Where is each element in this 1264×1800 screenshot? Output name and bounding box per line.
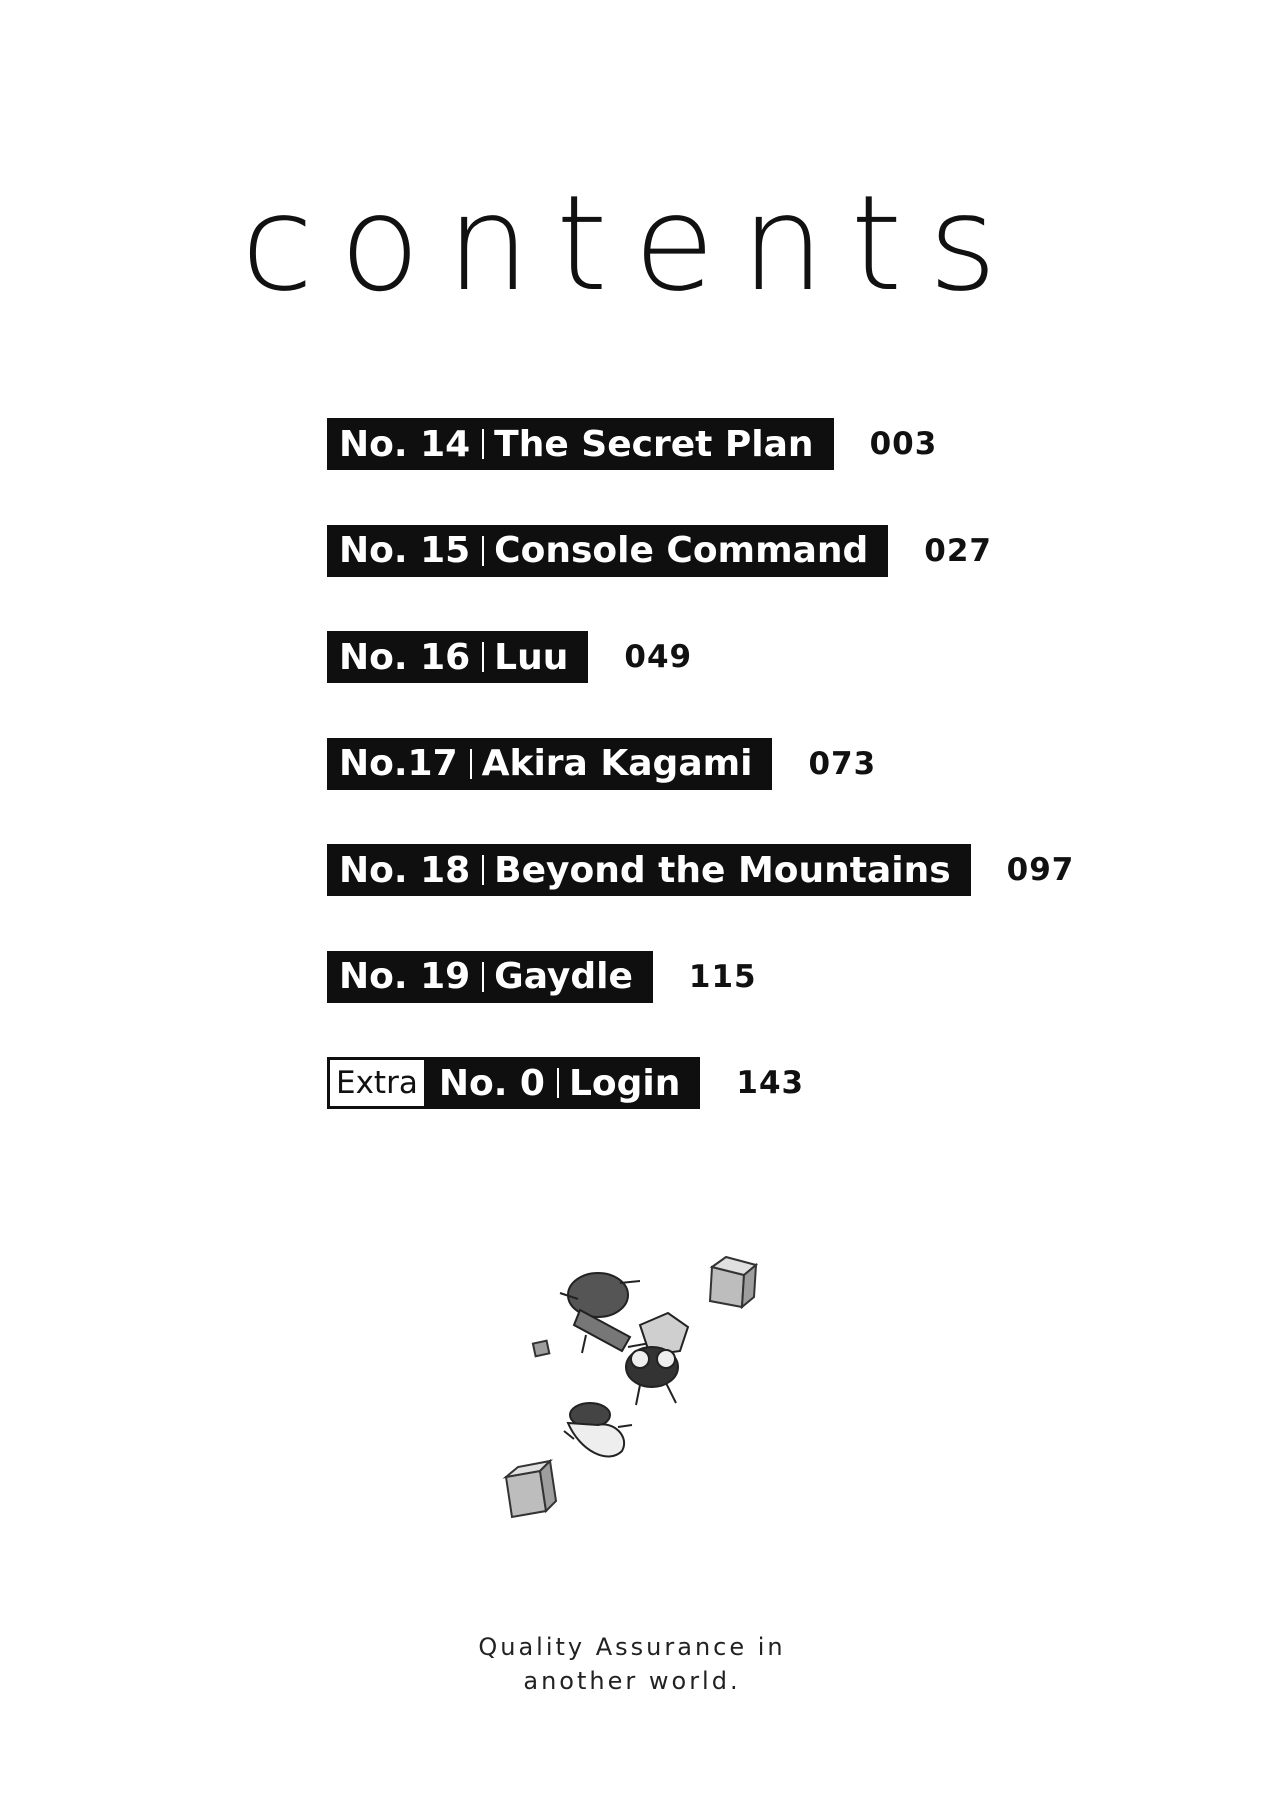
chapter-bar: [327, 844, 971, 896]
toc-entry-18: [327, 844, 1087, 896]
character-dark-hair: [560, 1273, 650, 1353]
chapter-title: Akira Kagami: [481, 743, 753, 784]
page-number: 097: [1006, 852, 1075, 888]
small-cube-icon: [533, 1341, 549, 1357]
separator: [482, 855, 484, 885]
toc-entry-15: [327, 525, 1087, 577]
cube-icon: [506, 1461, 556, 1517]
toc-entry-17: [327, 738, 1087, 790]
character-fallen: [564, 1403, 632, 1456]
chapter-number: No. 15: [339, 530, 471, 571]
chapter-number: No.17: [339, 743, 458, 784]
chapter-number: No. 0: [438, 1062, 545, 1104]
chapter-bar: [427, 1057, 701, 1109]
toc-entry-14: [327, 418, 1087, 470]
cube-icon: [710, 1257, 756, 1307]
page-number: 049: [624, 639, 693, 675]
page-number: 027: [924, 532, 992, 569]
chapter-title: Luu: [494, 636, 569, 678]
chapter-title: The Secret Plan: [494, 423, 814, 465]
page-number: 115: [688, 958, 757, 995]
chapter-number: No. 16: [339, 636, 471, 678]
page-number: 003: [869, 426, 938, 462]
footer-line-1: Quality Assurance in: [478, 1633, 786, 1661]
page-title: contents: [240, 167, 1024, 321]
chapter-number: No. 19: [339, 956, 471, 997]
chapter-bar: [327, 738, 772, 790]
chapter-bar: [327, 525, 888, 577]
chapter-title: Console Command: [494, 530, 869, 571]
characters-illustration: [490, 1255, 790, 1555]
extra-label: Extra: [327, 1057, 427, 1109]
separator: [482, 642, 484, 672]
chapter-title: Gaydle: [494, 956, 633, 997]
toc-entry-16: [327, 631, 1087, 683]
chapter-number: No. 18: [339, 849, 471, 891]
chapter-title: Beyond the Mountains: [494, 849, 951, 891]
separator: [470, 749, 472, 779]
page-number: 073: [808, 745, 877, 782]
chapter-bar: [327, 951, 653, 1003]
toc-entry-19: [327, 951, 1087, 1003]
footer-line-2: another world.: [523, 1667, 741, 1695]
separator: [482, 536, 484, 566]
chapter-title: Login: [568, 1062, 681, 1104]
table-of-contents: [327, 418, 1087, 1164]
separator: [482, 962, 484, 992]
chapter-bar: [327, 418, 834, 470]
chapter-bar: [327, 631, 588, 683]
toc-entry-extra: [327, 1057, 1087, 1109]
separator: [557, 1068, 559, 1098]
page-number: 143: [736, 1065, 805, 1101]
footer-tagline: [0, 1630, 1264, 1698]
character-light-hair: [626, 1313, 688, 1405]
separator: [482, 429, 484, 459]
chapter-number: No. 14: [339, 423, 471, 465]
